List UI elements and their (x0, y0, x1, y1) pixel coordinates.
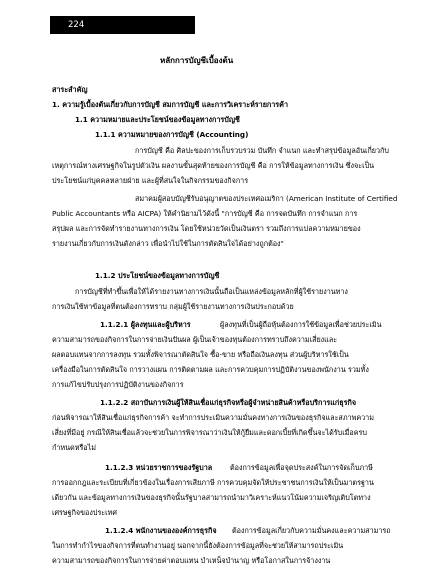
subsection-1-1-2-4-label: 1.1.2.4 พนักงานขององค์การธุรกิจ (105, 526, 217, 535)
subsection-1-1-2-3-label: 1.1.2.3 หน่วยราชการของรัฐบาล (105, 463, 213, 472)
paragraph-line: รายงานเกี่ยวกับการเงินดังกล่าว เพื่อนำไปใช้ในการตัดสินใจได้อย่างถูกต้อง" (52, 239, 284, 248)
paragraph-line: ความสามารถของกิจการในการจ่ายเงินปันผล ผู้เป็นเจ้าของทุนต้องการทราบถึงความเสี่ยงและ (52, 335, 338, 344)
paragraph-line: การบัญชี คือ ศิลปะของการเก็บรวบรวม บันทึก จำแนก และทำสรุปข้อมูลอันเกี่ยวกับ (135, 146, 389, 155)
paragraph-line: ประโยชน์แก่บุคคลหลายฝ่าย และผู้ที่สนใจในกิจกรรมของกิจการ (52, 176, 249, 185)
document-title: หลักการบัญชีเบื้องต้น (160, 56, 234, 65)
paragraph-line: ผลตอบแทนจากการลงทุน รวมทั้งพิจารณาตัดสินใจ ซื้อ-ขาย หรือถือเงินลงทุน ส่วนผู้บริหารใช้เป็น (52, 350, 349, 359)
page-number-bar: 224 (50, 16, 195, 34)
section-1-1-heading: 1.1 ความหมายและประโยชน์ของข้อมูลทางการบัญชี (75, 115, 240, 124)
section-1-1-1-heading: 1.1.1 ความหมายของการบัญชี (Accounting) (95, 130, 249, 139)
paragraph-line: กำหนดหรือไม่ (52, 443, 96, 452)
paragraph-line: เครื่องมือในการตัดสินใจ การวางแผน การติดตามผล และการควบคุมการปฏิบัติงานของพนักงาน รวมทั้ง (52, 365, 369, 374)
paragraph-line: เหตุการณ์ทางเศรษฐกิจในรูปตัวเงิน ผลงานขั้นสุดท้ายของการบัญชี คือ การให้ข้อมูลทางการเงิน ซึ่งจะเป็น (52, 161, 375, 170)
paragraph-line: ต้องการข้อมูลเพื่อจุดประสงค์ในการจัดเก็บภาษี (230, 463, 373, 472)
paragraph-line: เสี่ยงที่มีอยู่ กรณีให้สินเชื่อแล้วจะช่วยในการพิจารณาว่าเงินให้กู้ยืมและดอกเบี้ยที่เกิดขึ้นจะได้รับเมื่อครบ (52, 428, 367, 437)
paragraph-line: ต้องการข้อมูลเกี่ยวกับความมั่นคงและความสามารถ (232, 526, 391, 535)
paragraph-line: สมาคมผู้สอบบัญชีรับอนุญาตของประเทศอเมริกา (American Institute of Certified (135, 194, 398, 203)
paragraph-line: ผู้ลงทุนที่เป็นผู้ถือหุ้นต้องการใช้ข้อมูลเพื่อช่วยประเมิน (220, 320, 382, 329)
section-1-heading: 1. ความรู้เบื้องต้นเกี่ยวกับการบัญชี สมการบัญชี และการวิเคราะห์รายการค้า (52, 100, 289, 109)
paragraph-line: การบัญชีที่ทำขึ้นเพื่อให้ได้รายงานทางการเงินนั้นถือเป็นแหล่งข้อมูลหลักที่ผู้ใช้รายงานทาง (75, 287, 348, 296)
subsection-1-1-2-1-label: 1.1.2.1 ผู้ลงทุนและผู้บริหาร (100, 320, 191, 329)
paragraph-line: สรุปผล และการจัดทำรายงานทางการเงิน โดยใช้หน่วยวัดเป็นเงินตรา รวมถึงการแปลความหมายของ (52, 224, 361, 233)
paragraph-line: ความสามารถของกิจการในการจ่ายค่าตอบแทน บำเหน็จบำนาญ หรือโอกาสในการจ้างงาน (52, 556, 331, 565)
section-heading: สาระสำคัญ (52, 85, 88, 94)
paragraph-line: ก่อนพิจารณาให้สินเชื่อแก่ธุรกิจการค้า จะทำการประเมินความมั่นคงทางการเงินของธุรกิจและสภาพความ (52, 413, 374, 422)
section-1-1-2-heading: 1.1.2 ประโยชน์ของข้อมูลทางการบัญชี (95, 271, 220, 280)
paragraph-line: Public Accountants หรือ AICPA) ให้คำนิยามไว้ดังนี้ "การบัญชี คือ การจดบันทึก การจำแนก การ (52, 209, 358, 218)
paragraph-line: เศรษฐกิจของประเทศ (52, 508, 117, 517)
paragraph-line: การแก้ไขปรับปรุงการปฏิบัติงานของกิจการ (52, 380, 184, 389)
paragraph-line: การออกกฎและระเบียบที่เกี่ยวข้องในเรื่องการเสียภาษี การควบคุมจัดให้ประชาชนการเงินให้เป็นมาตรฐาน (52, 478, 374, 487)
paragraph-line: การเงินใช้หาข้อมูลที่ตนต้องการทราบ กลุ่มผู้ใช้รายงานทางการเงินประกอบด้วย (52, 302, 294, 311)
subsection-1-1-2-2-label: 1.1.2.2 สถาบันการเงินผู้ให้สินเชื่อแก่ธุรกิจหรือผู้จำหน่ายสินค้าหรือบริการแก่ธุรกิจ (100, 398, 357, 407)
paragraph-line: ในการทำกำไรของกิจการที่ตนทำงานอยู่ นอกจากนี้ยังต้องการข้อมูลที่จะช่วยให้สามารถประเมิน (52, 541, 344, 550)
paragraph-line: เดียวกัน และข้อมูลทางการเงินของธุรกิจนั้นรัฐบาลสามารถนำมาวิเคราะห์แนวโน้มความเจริญเติบโตทาง (52, 493, 371, 502)
